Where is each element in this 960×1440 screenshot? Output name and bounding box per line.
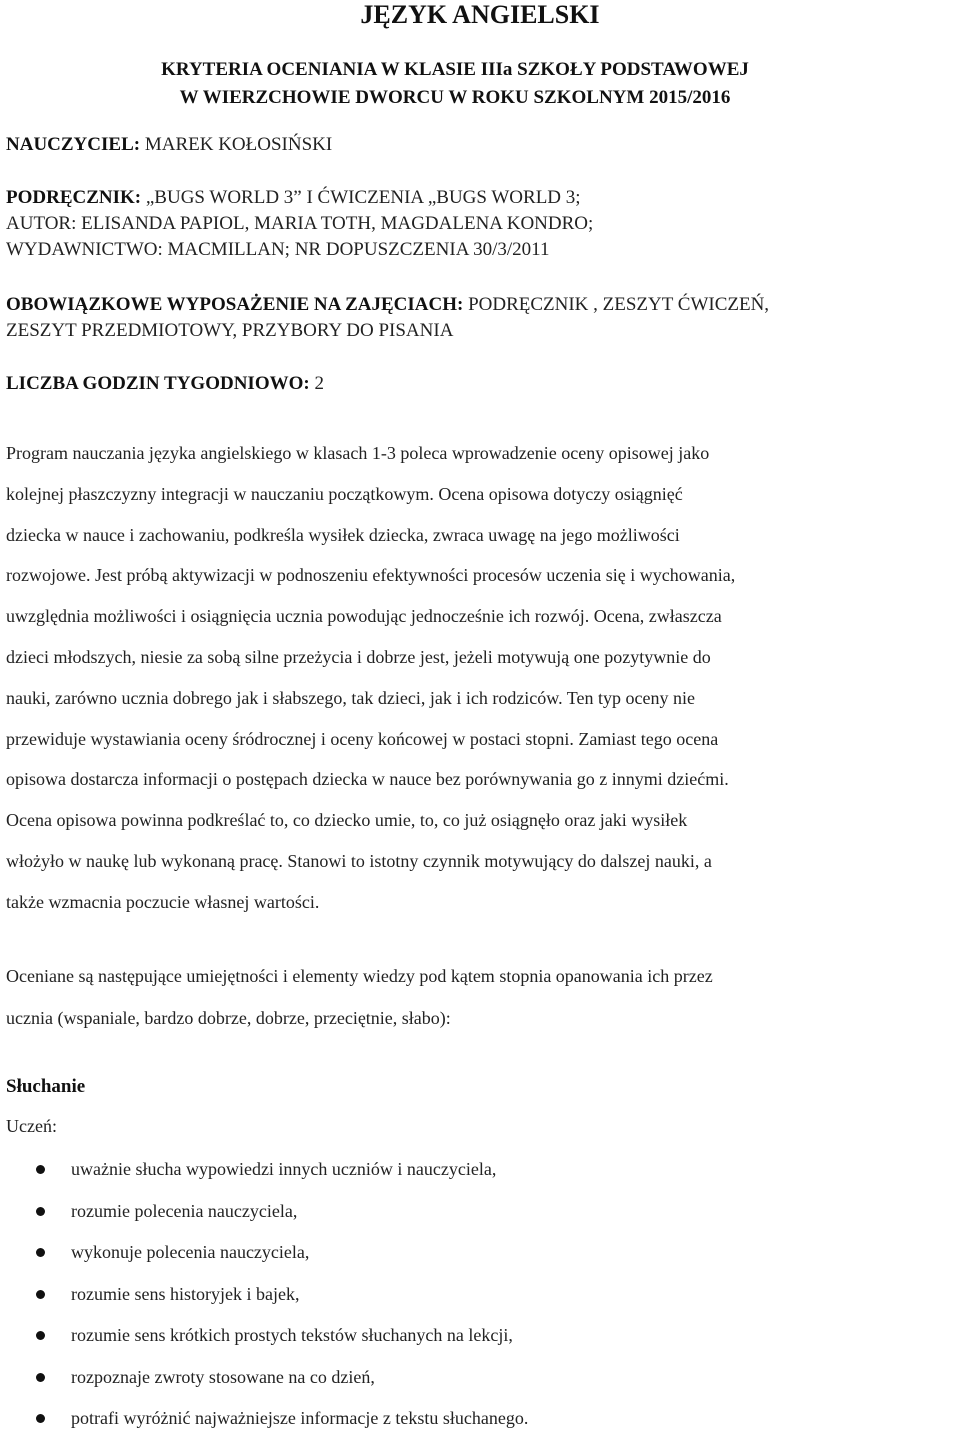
teacher-value: MAREK KOŁOSIŃSKI — [140, 134, 333, 155]
intro-line: przewiduje wystawiania oceny śródrocznej i oceny końcowej w postaci stopni. Zamiast tego ocena — [6, 728, 719, 749]
intro-line: rozwojowe. Jest próbą aktywizacji w podnoszeniu efektywności procesów uczenia się i wychowania, — [6, 565, 736, 586]
equipment-label: OBOWIĄZKOWE WYPOSAŻENIE NA ZAJĘCIACH: — [6, 294, 464, 315]
textbook-label: PODRĘCZNIK: — [6, 187, 142, 208]
list-item-text: rozumie sens historyjek i bajek, — [71, 1283, 300, 1304]
intro-line: włożyło w naukę lub wykonaną pracę. Stanowi to istotny czynnik motywujący do dalszej nauki, a — [6, 850, 712, 871]
bullet-icon — [36, 1331, 45, 1340]
assessment-line: Oceniane są następujące umiejętności i elementy wiedzy pod kątem stopnia opanowania ich przez — [6, 966, 713, 986]
assessment-paragraph — [6, 955, 958, 1039]
list-item — [0, 1357, 528, 1399]
intro-line: kolejnej płaszczyzny integracji w nauczaniu początkowym. Ocena opisowa dotyczy osiągnięć — [6, 483, 683, 504]
intro-line: nauki, zarówno ucznia dobrego jak i słabszego, tak dzieci, jak i ich rodziców. Ten typ oceny nie — [6, 687, 696, 708]
intro-line: Program nauczania języka angielskiego w klasach 1-3 poleca wprowadzenie oceny opisowej jako — [6, 443, 710, 463]
hours-value: 2 — [309, 373, 324, 394]
list-item — [0, 1315, 528, 1357]
subtitle-line-2: W WIERZCHOWIE DWORCU W ROKU SZKOLNYM 2015/2016 — [179, 87, 731, 108]
equipment-value: PODRĘCZNIK , ZESZYT ĆWICZEŃ, — [463, 294, 770, 315]
list-item — [0, 1232, 528, 1274]
assessment-line: ucznia (wspaniale, bardzo dobrze, dobrze, przeciętnie, słabo): — [6, 1008, 451, 1028]
intro-line: opisowa dostarcza informacji o postępach dziecka w nauce bez porównywania go z innymi dziećmi. — [6, 769, 729, 790]
list-item-text: potrafi wyróżnić najważniejsze informacje z tekstu słuchanego. — [71, 1408, 529, 1428]
subtitle-line-1: KRYTERIA OCENIANIA W KLASIE IIIa SZKOŁY PODSTAWOWEJ — [161, 59, 749, 80]
list-item — [0, 1149, 528, 1191]
intro-line: dziecka w nauce i zachowaniu, podkreśla wysiłek dziecka, zwraca uwagę na jego możliwości — [6, 524, 680, 545]
bullet-icon — [36, 1248, 45, 1257]
textbook-value: „BUGS WORLD 3” I ĆWICZENIA „BUGS WORLD 3; — [141, 187, 581, 208]
equipment-line-1 — [6, 292, 769, 318]
bullet-icon — [36, 1290, 45, 1299]
list-item-text: uważnie słucha wypowiedzi innych uczniów i nauczyciela, — [71, 1159, 497, 1179]
bullet-icon — [36, 1207, 45, 1216]
bullet-icon — [36, 1165, 45, 1174]
document-subtitle — [0, 56, 910, 112]
weekly-hours-info — [6, 371, 324, 397]
bullet-icon — [36, 1414, 45, 1423]
intro-line: Ocena opisowa powinna podkreślać to, co dziecko umie, to, co już osiągnęło oraz jaki wysiłek — [6, 810, 688, 831]
textbook-author: AUTOR: ELISANDA PAPIOL, MARIA TOTH, MAGDALENA KONDRO; — [6, 213, 594, 234]
intro-line: dzieci młodszych, niesie za sobą silne przeżycia i dobrze jest, jeżeli motywują one pozytywnie do — [6, 646, 711, 667]
intro-line: uwzględnia możliwości i osiągnięcia ucznia powodując jednocześnie ich rozwój. Ocena, zwłaszcza — [6, 606, 722, 627]
textbook-publisher: WYDAWNICTWO: MACMILLAN; NR DOPUSZCZENIA 30/3/2011 — [6, 239, 550, 260]
list-item-text: wykonuje polecenia nauczyciela, — [71, 1242, 310, 1262]
teacher-label: NAUCZYCIEL: — [6, 134, 141, 155]
list-item-text: rozpoznaje zwroty stosowane na co dzień, — [71, 1366, 375, 1387]
pupil-label: Uczeń: — [6, 1116, 57, 1136]
intro-paragraph — [6, 433, 956, 923]
list-item — [0, 1398, 528, 1440]
equipment-line-2: ZESZYT PRZEDMIOTOWY, PRZYBORY DO PISANIA — [6, 320, 454, 341]
bullet-icon — [36, 1373, 45, 1382]
list-item — [0, 1191, 528, 1233]
equipment-info — [6, 292, 769, 344]
list-item — [0, 1274, 528, 1316]
page-title: JĘZYK ANGIELSKI — [360, 0, 600, 29]
intro-line: także wzmacnia poczucie własnej wartości. — [6, 891, 320, 912]
section-heading-listening: Słuchanie — [6, 1076, 86, 1097]
listening-skills-list — [0, 1149, 528, 1440]
hours-label: LICZBA GODZIN TYGODNIOWO: — [6, 373, 310, 394]
teacher-info — [6, 132, 332, 158]
list-item-text: rozumie polecenia nauczyciela, — [71, 1200, 298, 1221]
textbook-line-1 — [6, 185, 593, 211]
list-item-text: rozumie sens krótkich prostych tekstów słuchanych na lekcji, — [71, 1325, 513, 1345]
textbook-info — [6, 185, 593, 263]
